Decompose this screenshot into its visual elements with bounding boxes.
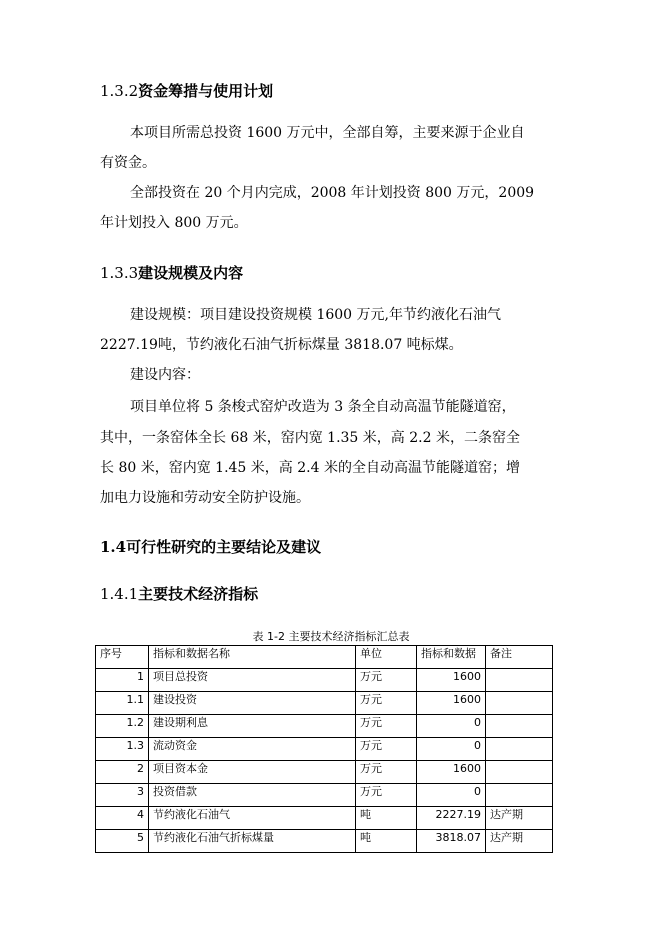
header-cell: 指标和数据 xyxy=(417,646,486,669)
cell-unit: 万元 xyxy=(356,738,417,761)
table-header-row xyxy=(96,646,553,669)
heading-1-3-2 xyxy=(100,80,273,101)
paragraph: 本项目所需总投资 1600 万元中，全部自筹，主要来源于企业自 xyxy=(130,125,525,141)
cell-no: 3 xyxy=(96,784,149,807)
cell-unit: 万元 xyxy=(356,784,417,807)
table-row xyxy=(96,715,553,738)
cell-note xyxy=(486,738,553,761)
cell-unit: 万元 xyxy=(356,761,417,784)
heading-1-4 xyxy=(100,536,321,557)
heading-number: 1.3.3 xyxy=(100,264,139,282)
cell-note: 达产期 xyxy=(486,830,553,853)
cell-no: 4 xyxy=(96,807,149,830)
cell-value: 1600 xyxy=(417,692,486,715)
header-cell: 序号 xyxy=(96,646,149,669)
paragraph: 建设内容： xyxy=(130,367,200,383)
cell-note xyxy=(486,784,553,807)
cell-name: 流动资金 xyxy=(149,738,356,761)
cell-note xyxy=(486,761,553,784)
header-cell: 单位 xyxy=(356,646,417,669)
paragraph: 加电力设施和劳动安全防护设施。 xyxy=(100,490,310,506)
paragraph: 项目单位将 5 条梭式窑炉改造为 3 条全自动高温节能隧道窑， xyxy=(130,399,516,415)
cell-value: 0 xyxy=(417,715,486,738)
heading-text: 建设规模及内容 xyxy=(138,264,244,282)
indicators-table xyxy=(95,645,553,853)
paragraph: 其中，一条窑体全长 68 米，窑内宽 1.35 米，高 2.2 米，二条窑全 xyxy=(100,430,520,446)
cell-no: 2 xyxy=(96,761,149,784)
cell-unit: 万元 xyxy=(356,692,417,715)
heading-text: 主要技术经济指标 xyxy=(138,585,259,603)
cell-unit: 万元 xyxy=(356,715,417,738)
cell-name: 项目资本金 xyxy=(149,761,356,784)
paragraph: 有资金。 xyxy=(100,155,156,171)
cell-name: 项目总投资 xyxy=(149,669,356,692)
heading-1-3-3 xyxy=(100,262,243,283)
cell-value: 3818.07 xyxy=(417,830,486,853)
heading-number: 1.3.2 xyxy=(100,82,139,100)
cell-value: 0 xyxy=(417,784,486,807)
table-row xyxy=(96,807,553,830)
cell-no: 1.1 xyxy=(96,692,149,715)
cell-note: 达产期 xyxy=(486,807,553,830)
cell-name: 节约液化石油气折标煤量 xyxy=(149,830,356,853)
cell-name: 建设投资 xyxy=(149,692,356,715)
cell-note xyxy=(486,669,553,692)
header-cell: 指标和数据名称 xyxy=(149,646,356,669)
cell-value: 2227.19 xyxy=(417,807,486,830)
cell-value: 0 xyxy=(417,738,486,761)
table-row xyxy=(96,669,553,692)
cell-unit: 万元 xyxy=(356,669,417,692)
paragraph: 全部投资在 20 个月内完成，2008 年计划投资 800 万元，2009 xyxy=(130,185,535,201)
table-row xyxy=(96,738,553,761)
cell-note xyxy=(486,715,553,738)
paragraph: 建设规模：项目建设投资规模 1600 万元,年节约液化石油气 xyxy=(130,307,501,323)
cell-name: 建设期利息 xyxy=(149,715,356,738)
cell-name: 节约液化石油气 xyxy=(149,807,356,830)
heading-1-4-1 xyxy=(100,583,258,604)
cell-name: 投资借款 xyxy=(149,784,356,807)
table-row xyxy=(96,692,553,715)
heading-text: 资金筹措与使用计划 xyxy=(138,82,274,100)
cell-unit: 吨 xyxy=(356,830,417,853)
table-row xyxy=(96,784,553,807)
header-cell: 备注 xyxy=(486,646,553,669)
cell-value: 1600 xyxy=(417,669,486,692)
cell-no: 1.2 xyxy=(96,715,149,738)
paragraph: 长 80 米，窑内宽 1.45 米，高 2.4 米的全自动高温节能隧道窑；增 xyxy=(100,460,520,476)
paragraph: 年计划投入 800 万元。 xyxy=(100,215,248,231)
heading-text: 可行性研究的主要结论及建议 xyxy=(126,538,322,556)
cell-no: 1.3 xyxy=(96,738,149,761)
heading-number: 1.4 xyxy=(100,538,127,556)
heading-number: 1.4.1 xyxy=(100,585,139,603)
table-row xyxy=(96,761,553,784)
table-caption: 表 1-2 主要技术经济指标汇总表 xyxy=(252,630,410,643)
cell-note xyxy=(486,692,553,715)
paragraph: 2227.19吨，节约液化石油气折标煤量 3818.07 吨标煤。 xyxy=(100,337,463,353)
cell-no: 5 xyxy=(96,830,149,853)
cell-unit: 吨 xyxy=(356,807,417,830)
table-row xyxy=(96,830,553,853)
cell-no: 1 xyxy=(96,669,149,692)
cell-value: 1600 xyxy=(417,761,486,784)
